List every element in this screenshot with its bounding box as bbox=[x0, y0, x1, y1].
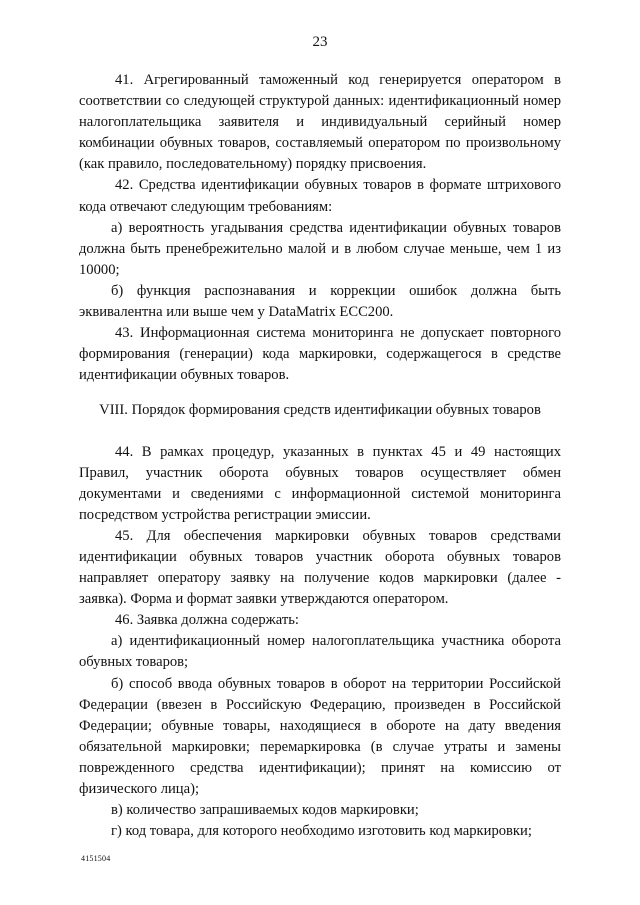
paragraph-42: 42. Средства идентификации обувных товаров в формате штрихового кода отвечают следующим требованиям: bbox=[79, 177, 561, 215]
paragraph-43: 43. Информационная система мониторинга не допускает повторного формирования (генерации) кода маркировки, содержащегося в средстве идентификации обувных товаров. bbox=[79, 325, 561, 384]
paragraph-42b: б) функция распознавания и коррекции ошибок должна быть эквивалентна или выше чем у DataMatrix ECC200. bbox=[79, 282, 561, 321]
paragraph-46v: в) количество запрашиваемых кодов маркировки; bbox=[111, 802, 419, 819]
paragraph-41: 41. Агрегированный таможенный код генерируется оператором в соответствии со следующей структурой данных: идентификационный номер налогоплательщика заявителя и индивидуальный серийный номер комбинации обувных товаров, составляемый оператором по произвольному (как правило, последовательному) порядку присвоения. bbox=[79, 72, 561, 173]
paragraph-46b: б) способ ввода обувных товаров в оборот на территории Российской Федерации (ввезен в Российскую Федерацию, произведен в Российской Федерации; обувные товары, находящиеся в обороте на дату введения обязательной маркировки; перемаркировка (в случае утраты и замены поврежденного средства идентификации); принят на комиссию от физического лица); bbox=[79, 675, 561, 797]
paragraph-46a: а) идентификационный номер налогоплательщика участника оборота обувных товаров; bbox=[79, 633, 561, 671]
paragraph-42a: а) вероятность угадывания средства идентификации обувных товаров должна быть пренебрежительно малой и в любом случае меньше, чем 1 из 10000; bbox=[79, 219, 561, 278]
paragraph-45: 45. Для обеспечения маркировки обувных товаров средствами идентификации обувных товаров участник оборота обувных товаров направляет оператору заявку на получение кодов маркировки (далее - заявка). Форма и формат заявки утверждаются оператором. bbox=[79, 527, 561, 608]
document-body bbox=[79, 70, 561, 842]
paragraph-44: 44. В рамках процедур, указанных в пунктах 45 и 49 настоящих Правил, участник оборота обувных товаров осуществляет обмен документами и сведениями с информационной системой мониторинга посредством устройства регистрации эмиссии. bbox=[79, 443, 561, 523]
paragraph-46: 46. Заявка должна содержать: bbox=[115, 612, 299, 629]
page-number: 23 bbox=[312, 34, 328, 50]
section-heading: VIII. Порядок формирования средств идентификации обувных товаров bbox=[99, 402, 541, 419]
paragraph-46g: г) код товара, для которого необходимо изготовить код маркировки; bbox=[111, 823, 532, 840]
document-id: 4151504 bbox=[81, 854, 111, 863]
